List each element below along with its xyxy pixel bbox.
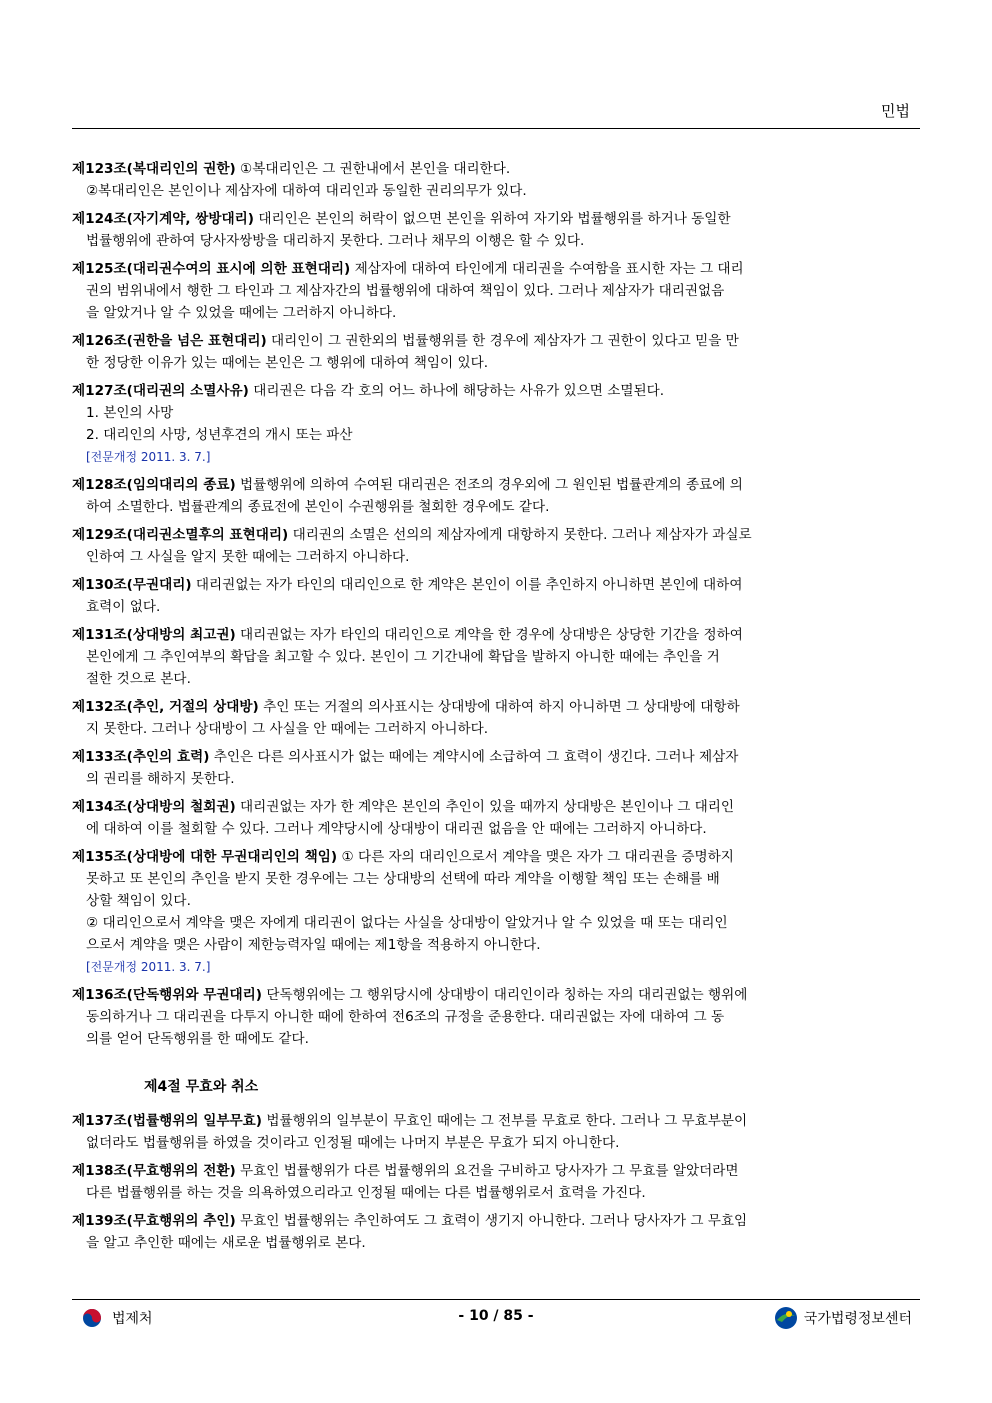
article-first-line — [72, 1210, 920, 1232]
article-text: 절한 것으로 본다. — [86, 671, 191, 687]
article-text: ① 다른 자의 대리인으로서 계약을 맺은 자가 그 대리권을 증명하지 — [341, 849, 734, 865]
article-title: 제134조(상대방의 철회권) — [72, 799, 236, 815]
article-text: 단독행위에는 그 행위당시에 상대방이 대리인이라 칭하는 자의 대리권없는 행위에 — [266, 987, 748, 1003]
article-text: ①복대리인은 그 권한내에서 본인을 대리한다. — [240, 161, 511, 177]
article-title: 제127조(대리권의 소멸사유) — [72, 383, 249, 399]
article-title: 제123조(복대리인의 권한) — [72, 161, 236, 177]
article-first-line — [72, 796, 920, 818]
article-item: 2. 대리인의 사망, 성년후견의 개시 또는 파산 — [86, 427, 353, 443]
article-text: 법률행위의 일부분이 무효인 때에는 그 전부를 무효로 한다. 그러나 그 무효부분이 — [266, 1113, 748, 1129]
article-text: 무효인 법률행위는 추인하여도 그 효력이 생기지 아니한다. 그러나 당사자가 그 무효임 — [240, 1213, 748, 1229]
article-line — [72, 1132, 920, 1154]
article-line — [72, 1182, 920, 1204]
article-first-line — [72, 380, 920, 402]
section-heading: 제4절 무효와 취소 — [144, 1079, 259, 1095]
article-title: 제133조(추인의 효력) — [72, 749, 210, 765]
article-title: 제130조(무권대리) — [72, 577, 192, 593]
article-line — [72, 668, 920, 690]
article-first-line — [72, 474, 920, 496]
article-line — [72, 596, 920, 618]
article-line — [72, 546, 920, 568]
article-list-agency — [72, 158, 920, 1050]
article-block — [72, 1110, 920, 1154]
article-line — [72, 868, 920, 890]
law-center-logo-icon — [774, 1306, 798, 1330]
article-first-line — [72, 158, 920, 180]
article-title: 제124조(자기계약, 쌍방대리) — [72, 211, 255, 227]
page-header — [72, 96, 920, 129]
article-text: 법률행위에 의하여 수여된 대리권은 전조의 경우외에 그 원인된 법률관계의 종료에 의 — [240, 477, 743, 493]
footer-right — [774, 1306, 912, 1330]
article-line — [72, 1028, 920, 1050]
article-title: 제126조(권한을 넘은 표현대리) — [72, 333, 267, 349]
article-text: 지 못한다. 그러나 상대방이 그 사실을 안 때에는 그러하지 아니하다. — [86, 721, 489, 737]
article-first-line — [72, 1160, 920, 1182]
article-first-line — [72, 1110, 920, 1132]
article-line — [72, 1006, 920, 1028]
article-list-nullity — [72, 1110, 920, 1254]
article-block — [72, 1210, 920, 1254]
article-line — [72, 302, 920, 324]
article-first-line — [72, 330, 920, 352]
article-text: 제삼자에 대하여 타인에게 대리권을 수여함을 표시한 자는 그 대리 — [354, 261, 744, 277]
article-text: 대리권없는 자가 한 계약은 본인의 추인이 있을 때까지 상대방은 본인이나 그 대리인 — [240, 799, 735, 815]
article-block — [72, 158, 920, 202]
article-block — [72, 208, 920, 252]
article-first-line — [72, 984, 920, 1006]
article-line — [72, 934, 920, 956]
article-text: 효력이 없다. — [86, 599, 161, 615]
article-first-line — [72, 524, 920, 546]
article-line — [72, 352, 920, 374]
document-title: 민법 — [881, 102, 910, 120]
page-number: - 10 / 85 - — [458, 1308, 534, 1324]
article-title: 제128조(임의대리의 종료) — [72, 477, 236, 493]
article-block — [72, 746, 920, 790]
article-text: 에 대하여 이를 철회할 수 있다. 그러나 계약당시에 상대방이 대리권 없음을 안 때에는 그러하지 아니하다. — [86, 821, 707, 837]
article-line — [72, 718, 920, 740]
article-first-line — [72, 258, 920, 280]
article-text: 대리권없는 자가 타인의 대리인으로 한 계약은 본인이 이를 추인하지 아니하면 본인에 대하여 — [195, 577, 743, 593]
article-line — [72, 912, 920, 934]
amendment-note: [전문개정 2011. 3. 7.] — [86, 960, 211, 974]
article-text: 하여 소멸한다. 법률관계의 종료전에 본인이 수권행위를 철회한 경우에도 같다. — [86, 499, 550, 515]
article-block — [72, 474, 920, 518]
article-line — [72, 496, 920, 518]
article-text: 본인에게 그 추인여부의 확답을 최고할 수 있다. 본인이 그 기간내에 확답을 발하지 아니한 때에는 추인을 거 — [86, 649, 720, 665]
article-title: 제129조(대리권소멸후의 표현대리) — [72, 527, 289, 543]
article-text: 대리권없는 자가 타인의 대리인으로 계약을 한 경우에 상대방은 상당한 기간을 정하여 — [240, 627, 743, 643]
article-text: 못하고 또 본인의 추인을 받지 못한 경우에는 그는 상대방의 선택에 따라 계약을 이행할 책임 또는 손해를 배 — [86, 871, 720, 887]
footer-ministry-label: 법제처 — [112, 1311, 153, 1327]
article-title: 제135조(상대방에 대한 무권대리인의 책임) — [72, 849, 338, 865]
article-line — [72, 768, 920, 790]
article-line — [72, 230, 920, 252]
article-text: 추인 또는 거절의 의사표시는 상대방에 대하여 하지 아니하면 그 상대방에 대항하 — [263, 699, 740, 715]
article-text: 대리권은 다음 각 호의 어느 하나에 해당하는 사유가 있으면 소멸된다. — [253, 383, 665, 399]
article-block — [72, 624, 920, 690]
article-title: 제132조(추인, 거절의 상대방) — [72, 699, 259, 715]
article-block — [72, 984, 920, 1050]
article-text: 한 정당한 이유가 있는 때에는 본인은 그 행위에 대하여 책임이 있다. — [86, 355, 489, 371]
document-body — [72, 158, 920, 1260]
footer-center-label: 국가법령정보센터 — [803, 1311, 912, 1327]
article-text: 으로서 계약을 맺은 사람이 제한능력자일 때에는 제1항을 적용하지 아니한다. — [86, 937, 541, 953]
article-line — [72, 1232, 920, 1254]
article-title: 제139조(무효행위의 추인) — [72, 1213, 236, 1229]
article-line — [72, 280, 920, 302]
article-title: 제136조(단독행위와 무권대리) — [72, 987, 262, 1003]
article-first-line — [72, 208, 920, 230]
article-title: 제137조(법률행위의 일부무효) — [72, 1113, 262, 1129]
article-line — [72, 890, 920, 912]
article-text: 대리인은 본인의 허락이 없으면 본인을 위하여 자기와 법률행위를 하거나 동일한 — [258, 211, 731, 227]
article-text: 무효인 법률행위가 다른 법률행위의 요건을 구비하고 당사자가 그 무효를 알았더라면 — [240, 1163, 739, 1179]
article-line — [72, 180, 920, 202]
article-title: 제138조(무효행위의 전환) — [72, 1163, 236, 1179]
article-block — [72, 846, 920, 978]
article-block — [72, 574, 920, 618]
article-line — [72, 646, 920, 668]
article-item: 1. 본인의 사망 — [86, 405, 174, 421]
article-text: ② 대리인으로서 계약을 맺은 자에게 대리권이 없다는 사실을 상대방이 알았거나 알 수 있었을 때 또는 대리인 — [86, 915, 728, 931]
article-text: 없더라도 법률행위를 하였을 것이라고 인정될 때에는 나머지 부분은 무효가 되지 아니한다. — [86, 1135, 620, 1151]
article-text: 을 알고 추인한 때에는 새로운 법률행위로 본다. — [86, 1235, 366, 1251]
article-block — [72, 524, 920, 568]
article-text: 다른 법률행위를 하는 것을 의욕하였으리라고 인정될 때에는 다른 법률행위로서 효력을 가진다. — [86, 1185, 646, 1201]
article-text: 추인은 다른 의사표시가 없는 때에는 계약시에 소급하여 그 효력이 생긴다. 그러나 제삼자 — [213, 749, 739, 765]
article-first-line — [72, 746, 920, 768]
page-footer — [72, 1299, 920, 1340]
article-text: 상할 책임이 있다. — [86, 893, 191, 909]
article-text: 인하여 그 사실을 알지 못한 때에는 그러하지 아니하다. — [86, 549, 410, 565]
article-text: 을 알았거나 알 수 있었을 때에는 그러하지 아니하다. — [86, 305, 397, 321]
article-text: 의를 얻어 단독행위를 한 때에도 같다. — [86, 1031, 309, 1047]
article-text: 법률행위에 관하여 당사자쌍방을 대리하지 못한다. 그러나 채무의 이행은 할 수 있다. — [86, 233, 585, 249]
article-text: 의 권리를 해하지 못한다. — [86, 771, 235, 787]
article-text: 대리권의 소멸은 선의의 제삼자에게 대항하지 못한다. 그러나 제삼자가 과실로 — [292, 527, 752, 543]
article-block — [72, 796, 920, 840]
article-text: 권의 범위내에서 행한 그 타인과 그 제삼자간의 법률행위에 대하여 책임이 있다. 그러나 제삼자가 대리권없음 — [86, 283, 725, 299]
article-title: 제125조(대리권수여의 표시에 의한 표현대리) — [72, 261, 351, 277]
article-first-line — [72, 574, 920, 596]
article-first-line — [72, 846, 920, 868]
article-block — [72, 1160, 920, 1204]
article-text: 동의하거나 그 대리권을 다투지 아니한 때에 한하여 전6조의 규정을 준용한다. 대리권없는 자에 대하여 그 동 — [86, 1009, 725, 1025]
article-text: 대리인이 그 권한외의 법률행위를 한 경우에 제삼자가 그 권한이 있다고 믿을 만 — [271, 333, 739, 349]
amendment-note: [전문개정 2011. 3. 7.] — [86, 450, 211, 464]
article-line — [72, 818, 920, 840]
article-block — [72, 258, 920, 324]
article-block — [72, 380, 920, 468]
article-first-line — [72, 624, 920, 646]
article-block — [72, 696, 920, 740]
article-title: 제131조(상대방의 최고권) — [72, 627, 236, 643]
article-text: ②복대리인은 본인이나 제삼자에 대하여 대리인과 동일한 권리의무가 있다. — [86, 183, 527, 199]
article-first-line — [72, 696, 920, 718]
article-block — [72, 330, 920, 374]
